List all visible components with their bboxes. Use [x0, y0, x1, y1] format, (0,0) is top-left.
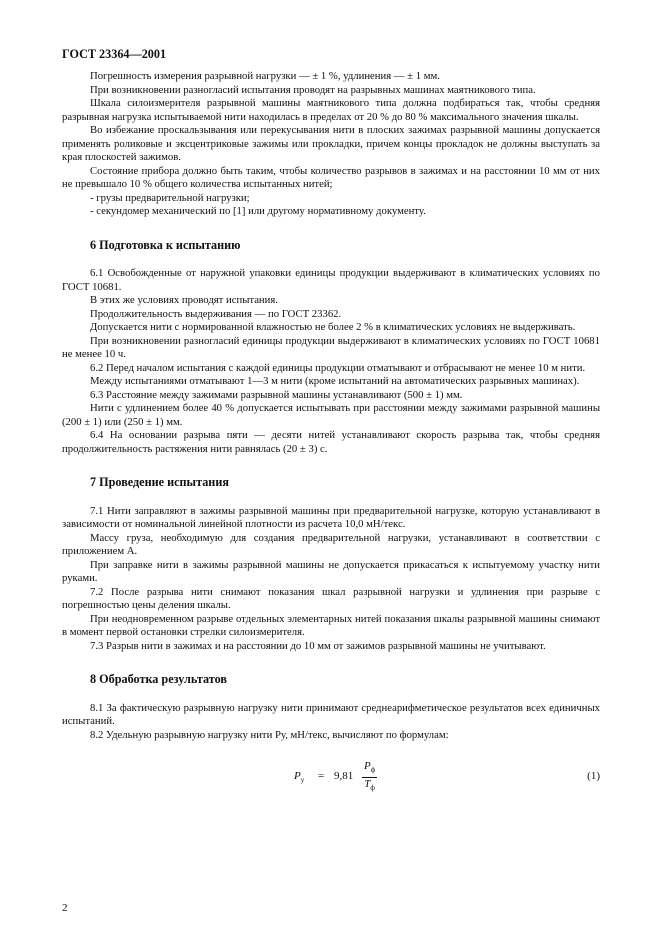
paragraph: Между испытаниями отматывают 1—3 м нити (кроме испытаний на автоматических разрывных машинах).: [90, 375, 580, 387]
formula-coefficient: 9,81: [334, 770, 354, 782]
section-heading: 6 Подготовка к испытанию: [90, 237, 241, 252]
section-heading: 8 Обработка результатов: [90, 672, 227, 686]
page-number: 2: [62, 902, 68, 914]
paragraph: При заправке нити в зажимы разрывной машины не допускается прикасаться к испытуемому участку нити руками.: [62, 558, 600, 584]
paragraph: При возникновении разногласий единицы продукции выдерживают в климатических условиях по ГОСТ 10681 не менее 10 ч.: [62, 334, 600, 360]
paragraph: 7.2 После разрыва нити снимают показания шкал разрывной нагрузки и удлинения при разрыве с погрешностью цены деления шкалы.: [62, 585, 600, 611]
paragraph: Погрешность измерения разрывной нагрузки — ± 1 %, удлинения — ± 1 мм.: [90, 70, 440, 82]
paragraph: 7.1 Нити заправляют в зажимы разрывной машины при предварительной нагрузке, которую устанавливают в зависимости от номинальной линейной плотности из расчета 10,0 мН/текс.: [62, 504, 600, 530]
paragraph: 8.1 За фактическую разрывную нагрузку нити принимают среднеарифметическое результатов всех единичных испытаний.: [62, 701, 600, 727]
paragraph: Состояние прибора должно быть таким, чтобы количество разрывов в зажимах и на расстоянии 10 мм от них не превышало 10 % общего количества испытанных нитей;: [62, 164, 600, 190]
paragraph: Нити с удлинением более 40 % допускается испытывать при расстоянии между зажимами разрывной машины (200 ± 1) или (250 ± 1) мм.: [62, 402, 600, 428]
paragraph: Массу груза, необходимую для создания предварительной нагрузки, устанавливают в соответствии с приложением А.: [62, 531, 600, 557]
formula-number: (1): [587, 770, 600, 782]
paragraph: 8.2 Удельную разрывную нагрузку нити Pу, мН/текс, вычисляют по формулам:: [90, 728, 449, 741]
document-header: ГОСТ 23364—2001: [62, 47, 167, 61]
paragraph: В этих же условиях проводят испытания.: [90, 294, 278, 306]
paragraph: При неодновременном разрыве отдельных элементарных нитей показания шкалы разрывной машины снимают в момент первой остановки стрелки силоизмерителя.: [62, 612, 600, 638]
paragraph: Шкала силоизмерителя разрывной машины маятникового типа должна подбираться так, чтобы средняя разрывная нагрузка испытываемой нити находилась в пределах от 20 % до 80 % максимального значения шкалы.: [62, 97, 600, 123]
formula-numerator: $P_ф$: [362, 760, 377, 778]
formula-lhs: $P_у$: [294, 770, 305, 785]
paragraph: 6.3 Расстояние между зажимами разрывной машины устанавливают (500 ± 1) мм.: [90, 388, 463, 401]
paragraph: Допускается нити с нормированной влажностью не более 2 % в климатических условиях не выдерживать.: [90, 321, 576, 333]
section-heading: 7 Проведение испытания: [90, 475, 229, 489]
formula-denominator: $T_ф$: [364, 778, 375, 793]
formula-equals: =: [318, 770, 325, 782]
formula: [62, 758, 600, 798]
paragraph: 6.2 Перед началом испытания с каждой единицы продукции отматывают и отбрасывают не менее 10 м нити.: [90, 361, 586, 374]
paragraph: Во избежание проскальзывания или перекусывания нити в плоских зажимах разрывной машины допускается применять роликовые и эксцентриковые зажимы или прокладки, причем концы прокладок не должны выступать за края плоскостей зажимов.: [62, 124, 600, 163]
page-content: [62, 70, 600, 798]
list-item: - секундомер механический по [1] или другому нормативному документу.: [90, 205, 426, 217]
paragraph: 7.3 Разрыв нити в зажимах и на расстоянии до 10 мм от зажимов разрывной машины не учитывают.: [90, 639, 546, 652]
list-item: - грузы предварительной нагрузки;: [90, 191, 250, 204]
paragraph: 6.4 На основании разрыва пяти — десяти нитей устанавливают скорость разрыва так, чтобы средняя продолжительность растяжения нити равнялась (20 ± 3) с.: [62, 429, 600, 455]
formula-fraction: [362, 760, 377, 795]
paragraph: При возникновении разногласий испытания проводят на разрывных машинах маятникового типа.: [90, 83, 536, 96]
paragraph: 6.1 Освобожденные от наружной упаковки единицы продукции выдерживают в климатических условиях по ГОСТ 10681.: [62, 267, 600, 293]
paragraph: Продолжительность выдерживания — по ГОСТ 23362.: [90, 307, 342, 320]
